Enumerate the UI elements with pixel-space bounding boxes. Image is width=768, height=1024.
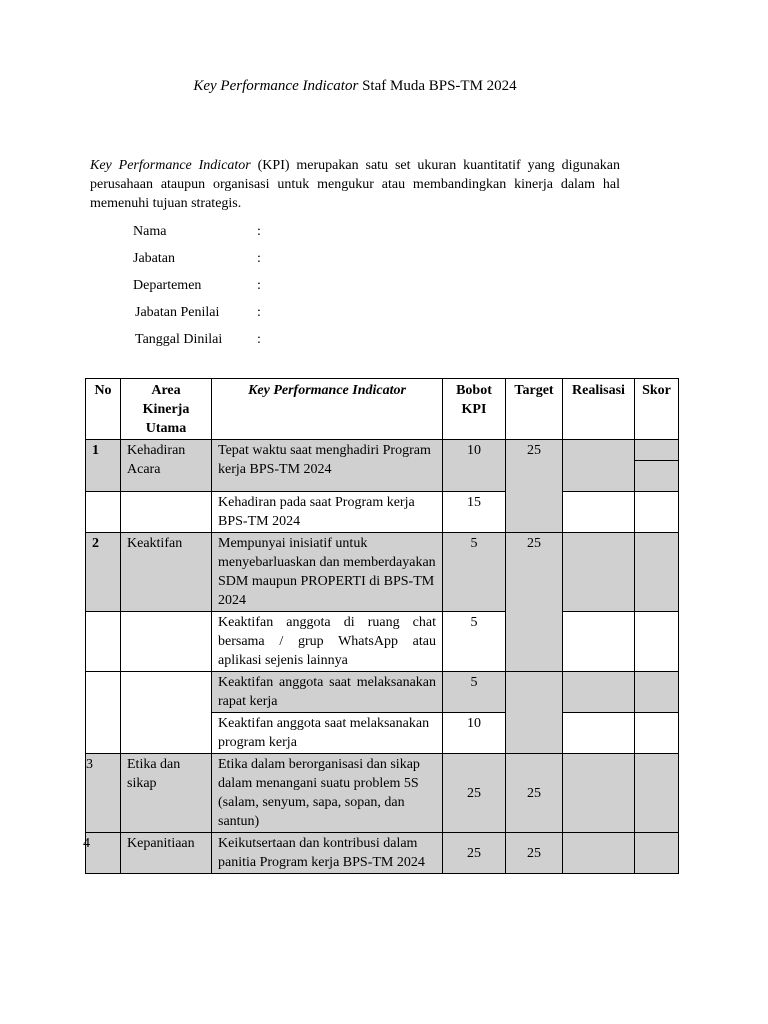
table-row bbox=[86, 492, 679, 533]
header-skor: Skor bbox=[635, 379, 679, 440]
cell-kpi: Kehadiran pada saat Program kerja BPS-TM 2024 bbox=[212, 492, 443, 533]
field-colon: : bbox=[257, 305, 261, 320]
cell-kpi: Mempunyai inisiatif untuk menyebarluaskan dan memberdayakan SDM maupun PROPERTI di BPS-TM 2024 bbox=[212, 533, 443, 612]
field-label: Tanggal Dinilai bbox=[135, 332, 223, 347]
header-area: Area Kinerja Utama bbox=[121, 379, 212, 440]
cell-bobot: 10 bbox=[443, 713, 506, 754]
cell-realisasi bbox=[563, 492, 635, 533]
header-target: Target bbox=[506, 379, 563, 440]
intro-rest: (KPI) merupakan satu set ukuran kuantitatif yang digunakan perusahaan ataupun organisasi untuk mengukur atau membandingkan kinerja dalam hal memenuhi tujuan strategis. bbox=[90, 158, 620, 211]
cell-area bbox=[121, 492, 212, 533]
field-label: Departemen bbox=[133, 278, 202, 293]
field-tanggal-dinilai bbox=[133, 332, 433, 359]
table-row bbox=[86, 533, 679, 612]
cell-realisasi bbox=[563, 833, 635, 874]
cell-no bbox=[86, 672, 121, 754]
identity-fields bbox=[133, 224, 433, 359]
header-realisasi: Realisasi bbox=[563, 379, 635, 440]
cell-skor bbox=[635, 440, 679, 492]
header-bobot: Bobot KPI bbox=[443, 379, 506, 440]
table-header-row bbox=[86, 379, 679, 440]
field-colon: : bbox=[257, 278, 261, 293]
field-label: Nama bbox=[133, 224, 167, 239]
cell-kpi: Etika dalam berorganisasi dan sikap dalam menangani suatu problem 5S (salam, senyum, sapa, sopan, dan santun) bbox=[212, 754, 443, 833]
cell-target: 25 bbox=[506, 440, 563, 533]
cell-no: 2 bbox=[86, 533, 121, 612]
cell-target: 25 bbox=[506, 833, 563, 874]
cell-bobot: 25 bbox=[443, 754, 506, 833]
cell-kpi: Keikutsertaan dan kontribusi dalam panitia Program kerja BPS-TM 2024 bbox=[212, 833, 443, 874]
field-colon: : bbox=[257, 224, 261, 239]
cell-skor bbox=[635, 833, 679, 874]
cell-bobot: 15 bbox=[443, 492, 506, 533]
field-colon: : bbox=[257, 251, 261, 266]
cell-skor bbox=[635, 612, 679, 672]
cell-area: Keaktifan bbox=[121, 533, 212, 612]
cell-area: Kepanitiaan bbox=[121, 833, 212, 874]
cell-skor bbox=[635, 754, 679, 833]
document-title bbox=[0, 78, 710, 95]
cell-area bbox=[121, 672, 212, 754]
table-row bbox=[86, 612, 679, 672]
cell-no bbox=[86, 492, 121, 533]
cell-area: Kehadiran Acara bbox=[121, 440, 212, 492]
cell-kpi: Keaktifan anggota saat melaksanakan program kerja bbox=[212, 713, 443, 754]
cell-divider bbox=[635, 460, 678, 461]
table-row bbox=[86, 754, 679, 833]
field-jabatan-penilai bbox=[133, 305, 433, 332]
title-italic: Key Performance Indicator bbox=[193, 78, 359, 94]
cell-realisasi bbox=[563, 533, 635, 612]
field-jabatan bbox=[133, 251, 433, 278]
field-label: Jabatan bbox=[133, 251, 175, 266]
cell-bobot: 10 bbox=[443, 440, 506, 492]
cell-target: 25 bbox=[506, 754, 563, 833]
cell-area: Etika dan sikap bbox=[121, 754, 212, 833]
cell-kpi: Tepat waktu saat menghadiri Program kerja BPS-TM 2024 bbox=[212, 440, 443, 492]
cell-kpi: Keaktifan anggota di ruang chat bersama / grup WhatsApp atau aplikasi sejenis lainnya bbox=[212, 612, 443, 672]
header-no: No bbox=[86, 379, 121, 440]
cell-target: 25 bbox=[506, 533, 563, 672]
field-nama bbox=[133, 224, 433, 251]
field-colon: : bbox=[257, 332, 261, 347]
intro-paragraph bbox=[90, 156, 620, 213]
cell-bobot: 5 bbox=[443, 533, 506, 612]
field-departemen bbox=[133, 278, 433, 305]
table-row bbox=[86, 440, 679, 492]
kpi-table bbox=[85, 378, 679, 874]
cell-bobot: 5 bbox=[443, 672, 506, 713]
cell-skor bbox=[635, 713, 679, 754]
field-label: Jabatan Penilai bbox=[135, 305, 220, 320]
cell-realisasi bbox=[563, 672, 635, 713]
cell-kpi: Keaktifan anggota saat melaksanakan rapat kerja bbox=[212, 672, 443, 713]
cell-area bbox=[121, 612, 212, 672]
cell-realisasi bbox=[563, 440, 635, 492]
cell-target bbox=[506, 672, 563, 754]
cell-no bbox=[86, 612, 121, 672]
cell-no: 1 bbox=[86, 440, 121, 492]
title-rest: Staf Muda BPS-TM 2024 bbox=[358, 78, 517, 94]
cell-skor bbox=[635, 492, 679, 533]
table-row bbox=[86, 672, 679, 713]
cell-bobot: 25 bbox=[443, 833, 506, 874]
cell-realisasi bbox=[563, 754, 635, 833]
intro-italic: Key Performance Indicator bbox=[90, 158, 251, 173]
cell-no: 4 bbox=[86, 833, 121, 874]
cell-skor bbox=[635, 533, 679, 612]
cell-skor bbox=[635, 672, 679, 713]
table-row bbox=[86, 833, 679, 874]
cell-realisasi bbox=[563, 713, 635, 754]
header-kpi: Key Performance Indicator bbox=[212, 379, 443, 440]
cell-no: 3 bbox=[86, 754, 121, 833]
cell-bobot: 5 bbox=[443, 612, 506, 672]
cell-realisasi bbox=[563, 612, 635, 672]
